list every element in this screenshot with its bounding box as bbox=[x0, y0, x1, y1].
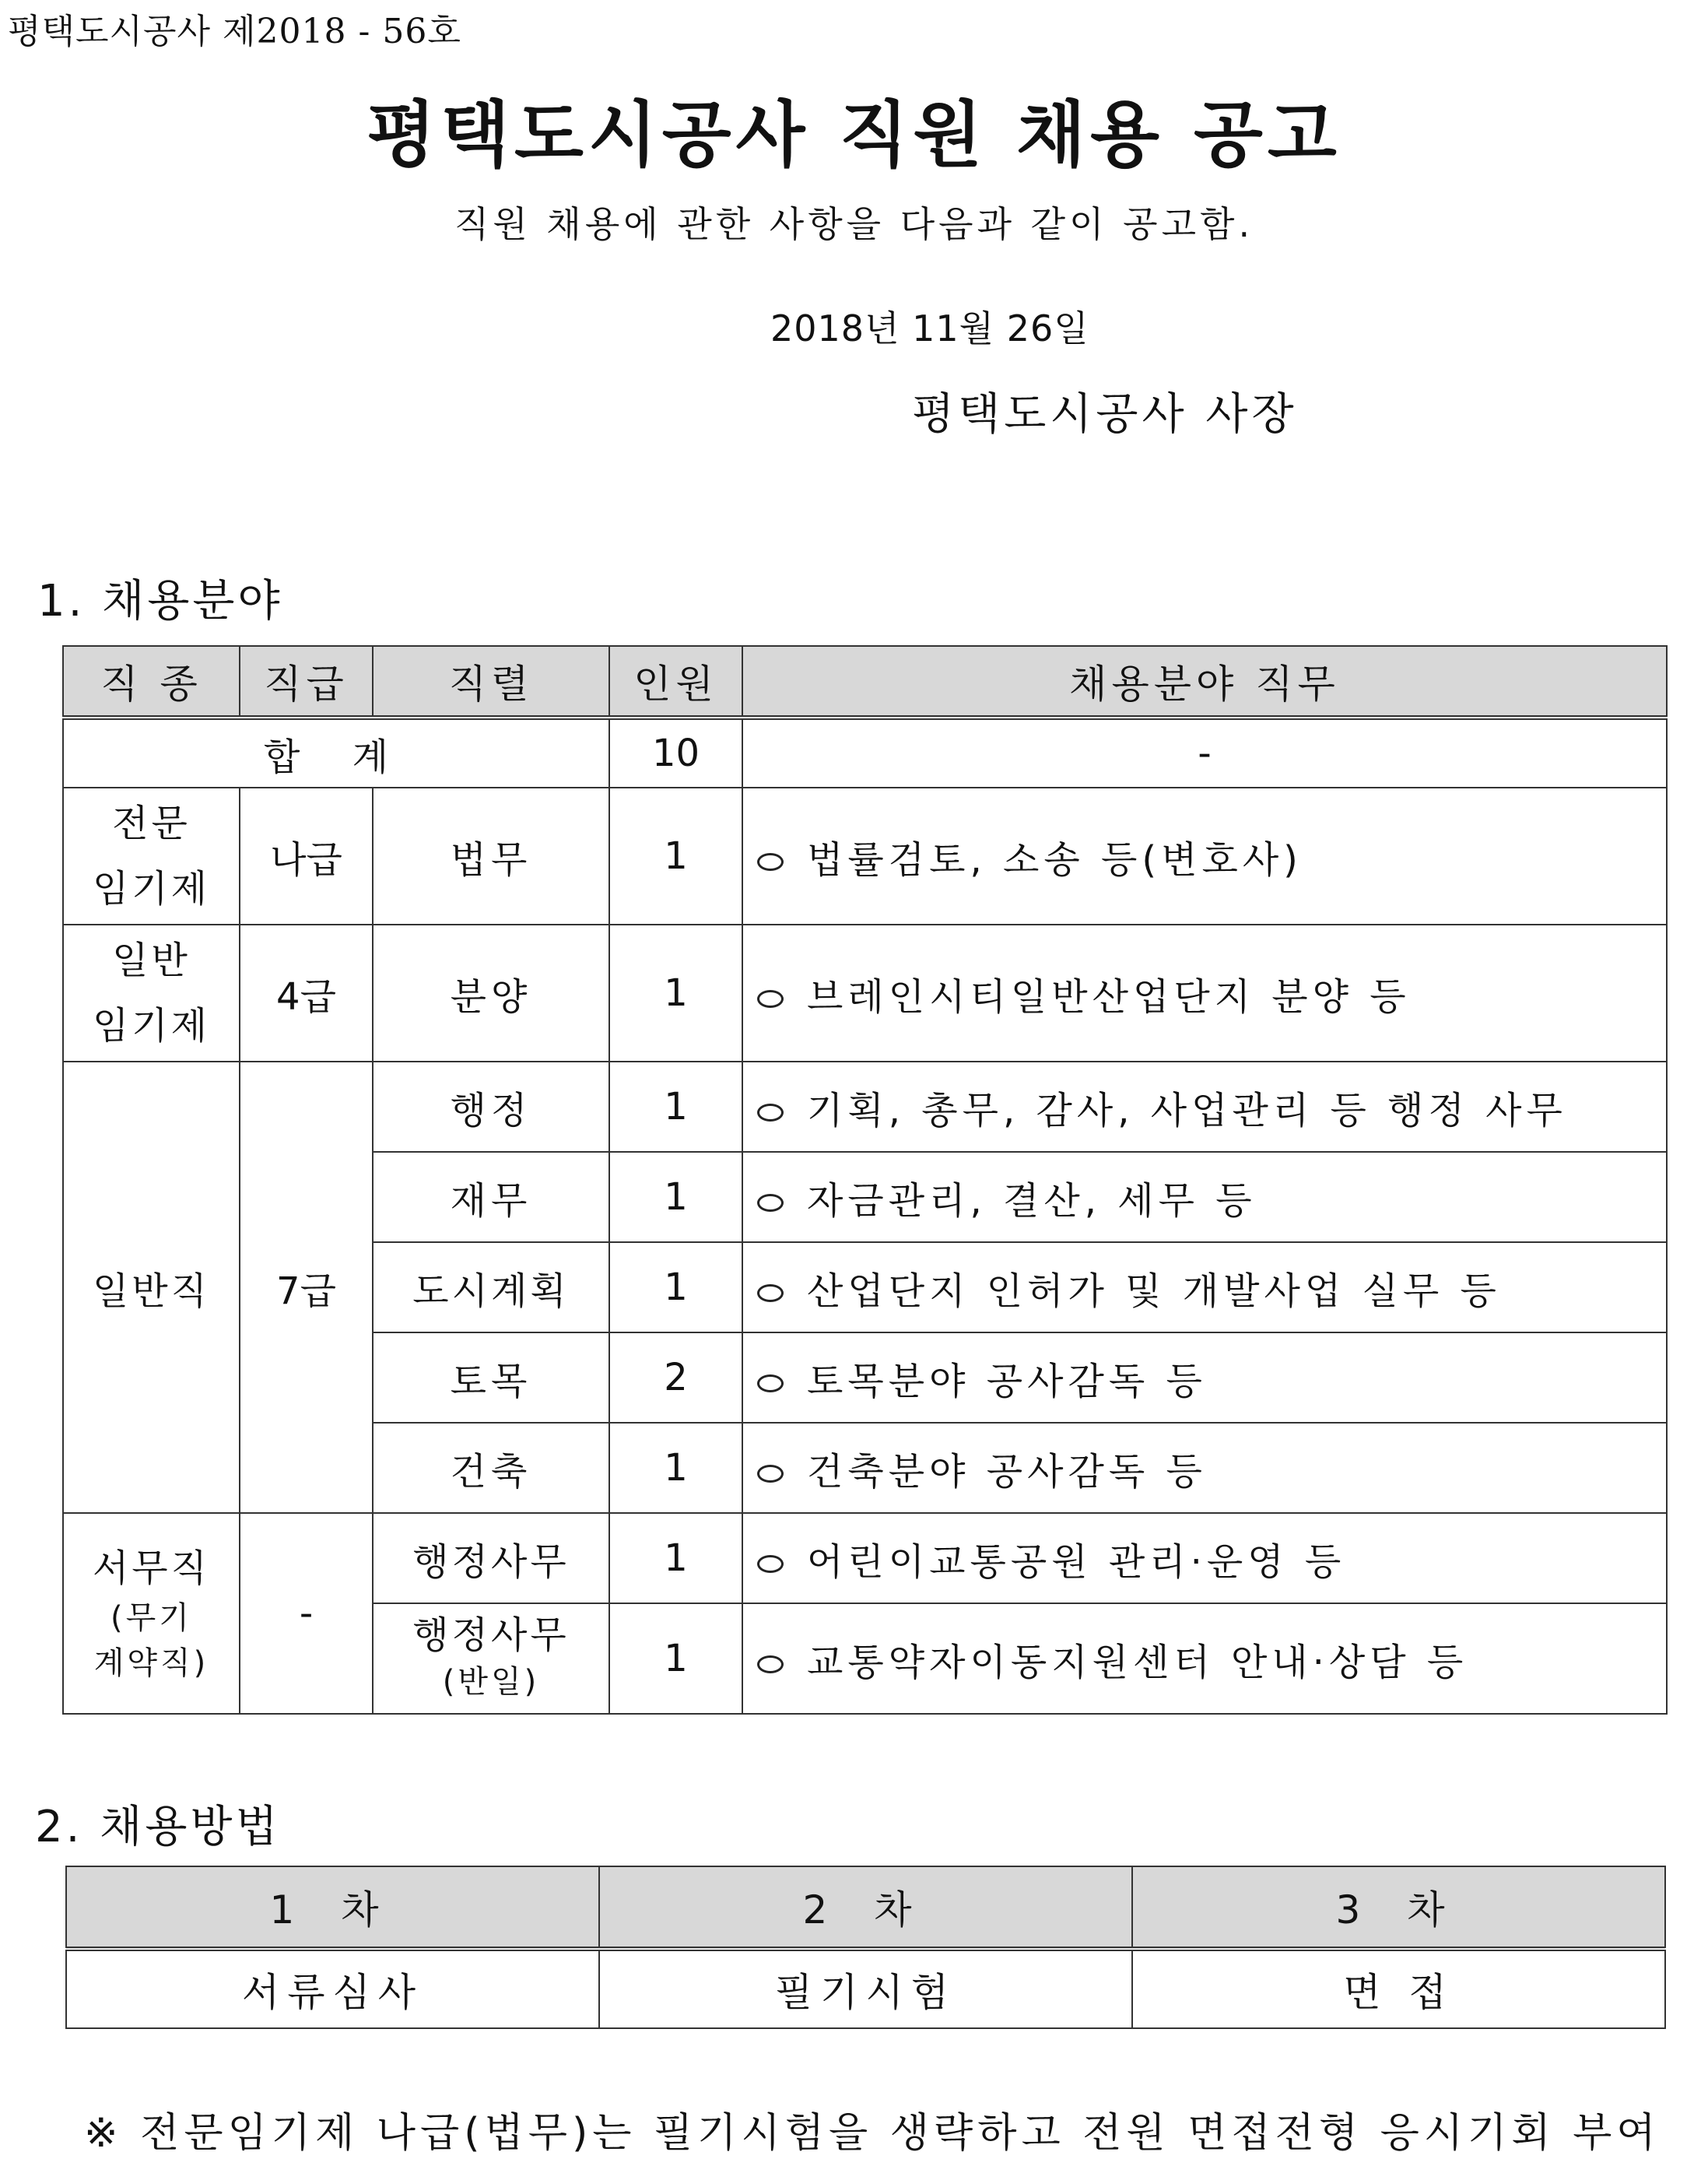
series-cell: 행정사무 (반일) bbox=[373, 1603, 609, 1714]
circle-bullet-icon bbox=[757, 990, 784, 1008]
count-cell: 1 bbox=[609, 1513, 742, 1603]
circle-bullet-icon bbox=[757, 1194, 784, 1212]
table-row bbox=[63, 788, 1667, 925]
count-cell: 1 bbox=[609, 1603, 742, 1714]
total-duty: - bbox=[742, 718, 1667, 788]
recruitment-method-table bbox=[65, 1866, 1666, 2029]
stage-1-header: 1 차 bbox=[66, 1866, 599, 1949]
section-heading-recruitment-fields: 1. 채용분야 bbox=[37, 576, 283, 627]
job-type-cell: 전문 임기제 bbox=[63, 788, 240, 925]
job-type-cell: 일반직 bbox=[63, 1062, 240, 1513]
table-row bbox=[63, 925, 1667, 1062]
count-cell: 1 bbox=[609, 788, 742, 925]
series-cell: 도시계획 bbox=[373, 1242, 609, 1332]
table-header-row bbox=[66, 1866, 1665, 1949]
section-heading-recruitment-method: 2. 채용방법 bbox=[35, 1802, 281, 1852]
grade-cell: 7급 bbox=[240, 1062, 373, 1513]
count-cell: 1 bbox=[609, 1242, 742, 1332]
recruitment-fields-table bbox=[62, 645, 1668, 1715]
series-cell: 재무 bbox=[373, 1152, 609, 1242]
series-cell: 법무 bbox=[373, 788, 609, 925]
announcement-date: 2018년 11월 26일 bbox=[770, 307, 1089, 349]
header-job-type: 직 종 bbox=[63, 646, 240, 718]
footnote: ※ 전문임기제 나급(법무)는 필기시험을 생략하고 전원 면접전형 응시기회 부여 bbox=[84, 2110, 1661, 2157]
stage-2-header: 2 차 bbox=[599, 1866, 1132, 1949]
circle-bullet-icon bbox=[757, 853, 784, 871]
circle-bullet-icon bbox=[757, 1655, 784, 1673]
total-label: 합 계 bbox=[63, 718, 609, 788]
header-grade: 직급 bbox=[240, 646, 373, 718]
circle-bullet-icon bbox=[757, 1555, 784, 1573]
duty-cell: 산업단지 인허가 및 개발사업 실무 등 bbox=[742, 1242, 1667, 1332]
series-cell: 행정사무 bbox=[373, 1513, 609, 1603]
stage-2-value: 필기시험 bbox=[599, 1949, 1132, 2028]
subtitle: 직원 채용에 관한 사항을 다음과 같이 공고함. bbox=[454, 203, 1254, 245]
count-cell: 1 bbox=[609, 925, 742, 1062]
duty-cell: 교통약자이동지원센터 안내·상담 등 bbox=[742, 1603, 1667, 1714]
duty-cell: 어린이교통공원 관리·운영 등 bbox=[742, 1513, 1667, 1603]
count-cell: 1 bbox=[609, 1423, 742, 1513]
circle-bullet-icon bbox=[757, 1104, 784, 1122]
circle-bullet-icon bbox=[757, 1284, 784, 1302]
series-cell: 토목 bbox=[373, 1332, 609, 1423]
total-count: 10 bbox=[609, 718, 742, 788]
duty-cell: 브레인시티일반산업단지 분양 등 bbox=[742, 925, 1667, 1062]
total-row bbox=[63, 718, 1667, 788]
header-series: 직렬 bbox=[373, 646, 609, 718]
count-cell: 1 bbox=[609, 1062, 742, 1152]
header-headcount: 인원 bbox=[609, 646, 742, 718]
duty-cell: 법률검토, 소송 등(변호사) bbox=[742, 788, 1667, 925]
table-row bbox=[66, 1949, 1665, 2028]
grade-cell: 나급 bbox=[240, 788, 373, 925]
grade-cell: - bbox=[240, 1513, 373, 1714]
stage-3-value: 면 접 bbox=[1132, 1949, 1665, 2028]
circle-bullet-icon bbox=[757, 1374, 784, 1392]
document-number: 평택도시공사 제2018 - 56호 bbox=[8, 12, 461, 51]
count-cell: 1 bbox=[609, 1152, 742, 1242]
header-duty: 채용분야 직무 bbox=[742, 646, 1667, 718]
job-type-cell: 서무직 (무기 계약직) bbox=[63, 1513, 240, 1714]
table-row bbox=[63, 1513, 1667, 1603]
duty-cell: 건축분야 공사감독 등 bbox=[742, 1423, 1667, 1513]
circle-bullet-icon bbox=[757, 1465, 784, 1483]
grade-cell: 4급 bbox=[240, 925, 373, 1062]
series-cell: 건축 bbox=[373, 1423, 609, 1513]
duty-cell: 자금관리, 결산, 세무 등 bbox=[742, 1152, 1667, 1242]
duty-cell: 기획, 총무, 감사, 사업관리 등 행정 사무 bbox=[742, 1062, 1667, 1152]
table-header-row bbox=[63, 646, 1667, 718]
stage-3-header: 3 차 bbox=[1132, 1866, 1665, 1949]
duty-cell: 토목분야 공사감독 등 bbox=[742, 1332, 1667, 1423]
series-cell: 행정 bbox=[373, 1062, 609, 1152]
signer: 평택도시공사 사장 bbox=[912, 389, 1298, 440]
series-cell: 분양 bbox=[373, 925, 609, 1062]
table-row bbox=[63, 1062, 1667, 1152]
stage-1-value: 서류심사 bbox=[66, 1949, 599, 2028]
page-title: 평택도시공사 직원 채용 공고 bbox=[367, 93, 1341, 177]
count-cell: 2 bbox=[609, 1332, 742, 1423]
job-type-cell: 일반 임기제 bbox=[63, 925, 240, 1062]
